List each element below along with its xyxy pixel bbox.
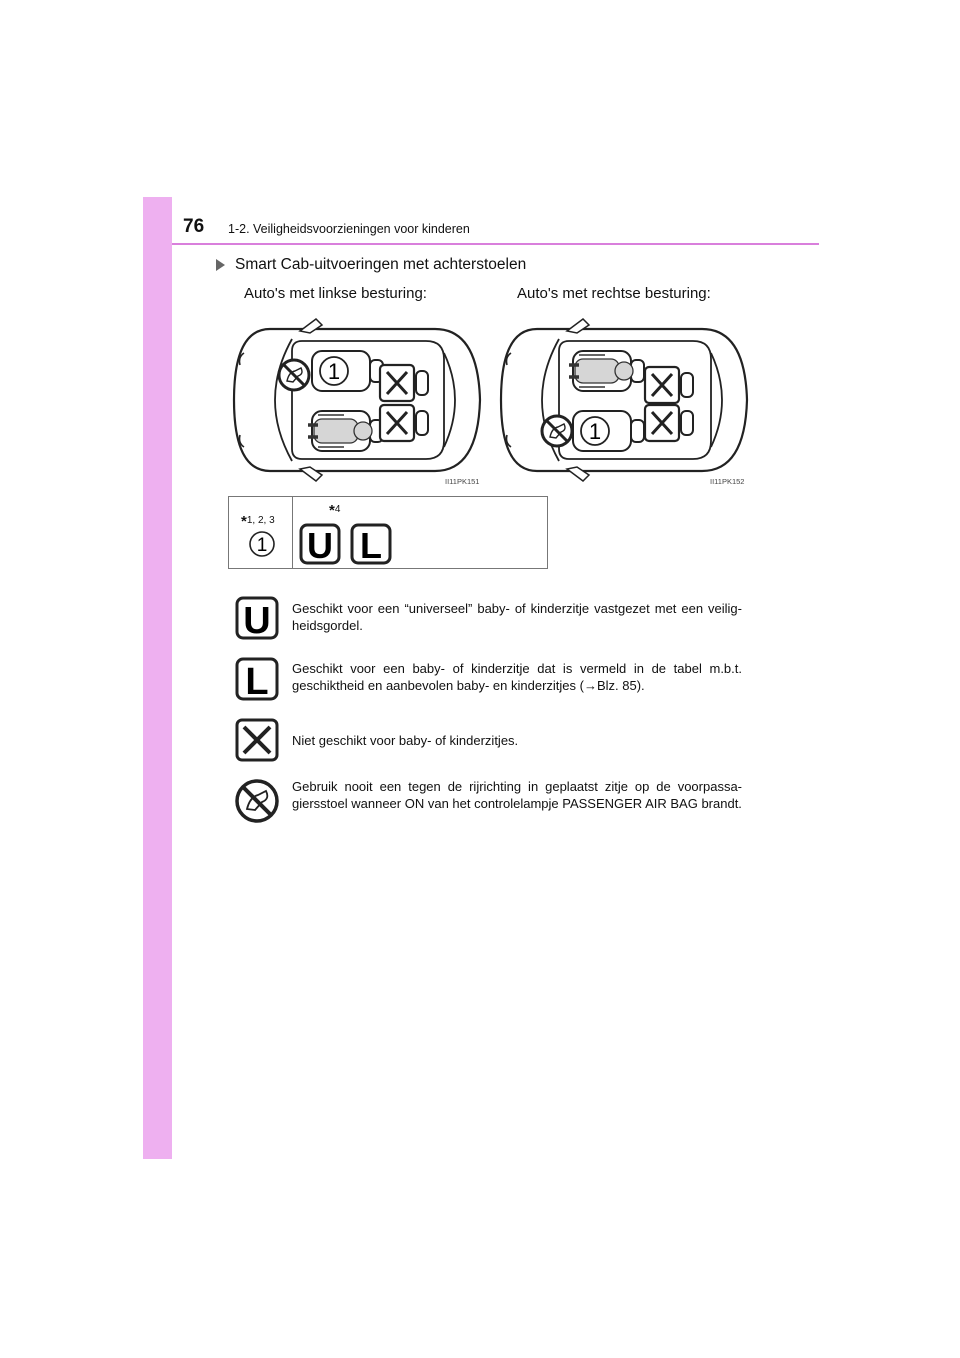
table-divider <box>292 497 293 568</box>
car-diagram-right-hand-drive <box>497 315 749 485</box>
rear-seat-not-suitable-lower <box>645 405 693 441</box>
legend-text-no-rear-facing: Gebruik nooit een tegen de rijrichting in geplaatst zitje op de voorpassa-giersstoel wanneer ON van het controlelampje PASSENGER AIR BAG brandt. <box>292 779 742 811</box>
car-outline <box>501 319 747 481</box>
caption-right-hand-drive: Auto's met rechtse besturing: <box>517 285 711 302</box>
not-suitable-x-icon <box>235 718 279 762</box>
no-rear-facing-seat-icon <box>235 779 279 823</box>
figure-code-left: II11PK151 <box>445 477 480 486</box>
rear-seat-not-suitable-lower <box>380 405 428 441</box>
footnote-ref-1-2-3: *1, 2, 3 <box>241 513 275 530</box>
svg-text:1: 1 <box>256 535 268 556</box>
listed-l-icon <box>235 657 279 701</box>
universal-u-icon <box>299 523 341 565</box>
seat-mark-label: 1 <box>327 359 341 384</box>
chapter-tab-bar <box>143 197 172 1159</box>
rear-seat-not-suitable-upper <box>380 365 428 401</box>
seat-legend-table <box>228 496 548 569</box>
subheading <box>216 256 526 274</box>
rear-seat-not-suitable-upper <box>645 367 693 403</box>
legend-text-universal: Geschikt voor een “universeel” baby- of kinderzitje vastgezet met een veilig-heidsgordel. <box>292 601 742 633</box>
seat-mark-1-icon <box>248 530 276 558</box>
seat-mark-label: 1 <box>588 419 602 444</box>
section-title: 1-2. Veiligheidsvoorzieningen voor kinderen <box>228 222 470 236</box>
no-rear-facing-seat-icon <box>542 416 572 446</box>
svg-text:L: L <box>360 525 382 565</box>
page-number: 76 <box>183 216 205 237</box>
car-outline <box>234 319 480 481</box>
header-rule <box>172 243 819 245</box>
footnote-ref-4: *4 <box>329 502 341 519</box>
svg-text:L: L <box>245 661 269 701</box>
subheading-text: Smart Cab-uitvoeringen met achterstoelen <box>235 256 527 273</box>
triangle-bullet-icon <box>216 259 225 271</box>
listed-l-icon <box>350 523 392 565</box>
legend-text-not-suitable: Niet geschikt voor baby- of kinderzitjes. <box>292 733 519 748</box>
svg-text:U: U <box>307 525 333 565</box>
universal-u-icon <box>235 596 279 640</box>
no-rear-facing-seat-icon <box>279 360 309 390</box>
caption-left-hand-drive: Auto's met linkse besturing: <box>244 285 427 302</box>
svg-text:U: U <box>243 600 271 640</box>
figure-code-right: II11PK152 <box>710 477 745 486</box>
car-diagram-left-hand-drive <box>230 315 482 485</box>
legend-text-listed: Geschikt voor een baby- of kinderzitje dat is vermeld in de tabel m.b.t. geschiktheid en aanbevolen baby- en kinderzitjes (→Blz. 85). <box>292 661 742 693</box>
